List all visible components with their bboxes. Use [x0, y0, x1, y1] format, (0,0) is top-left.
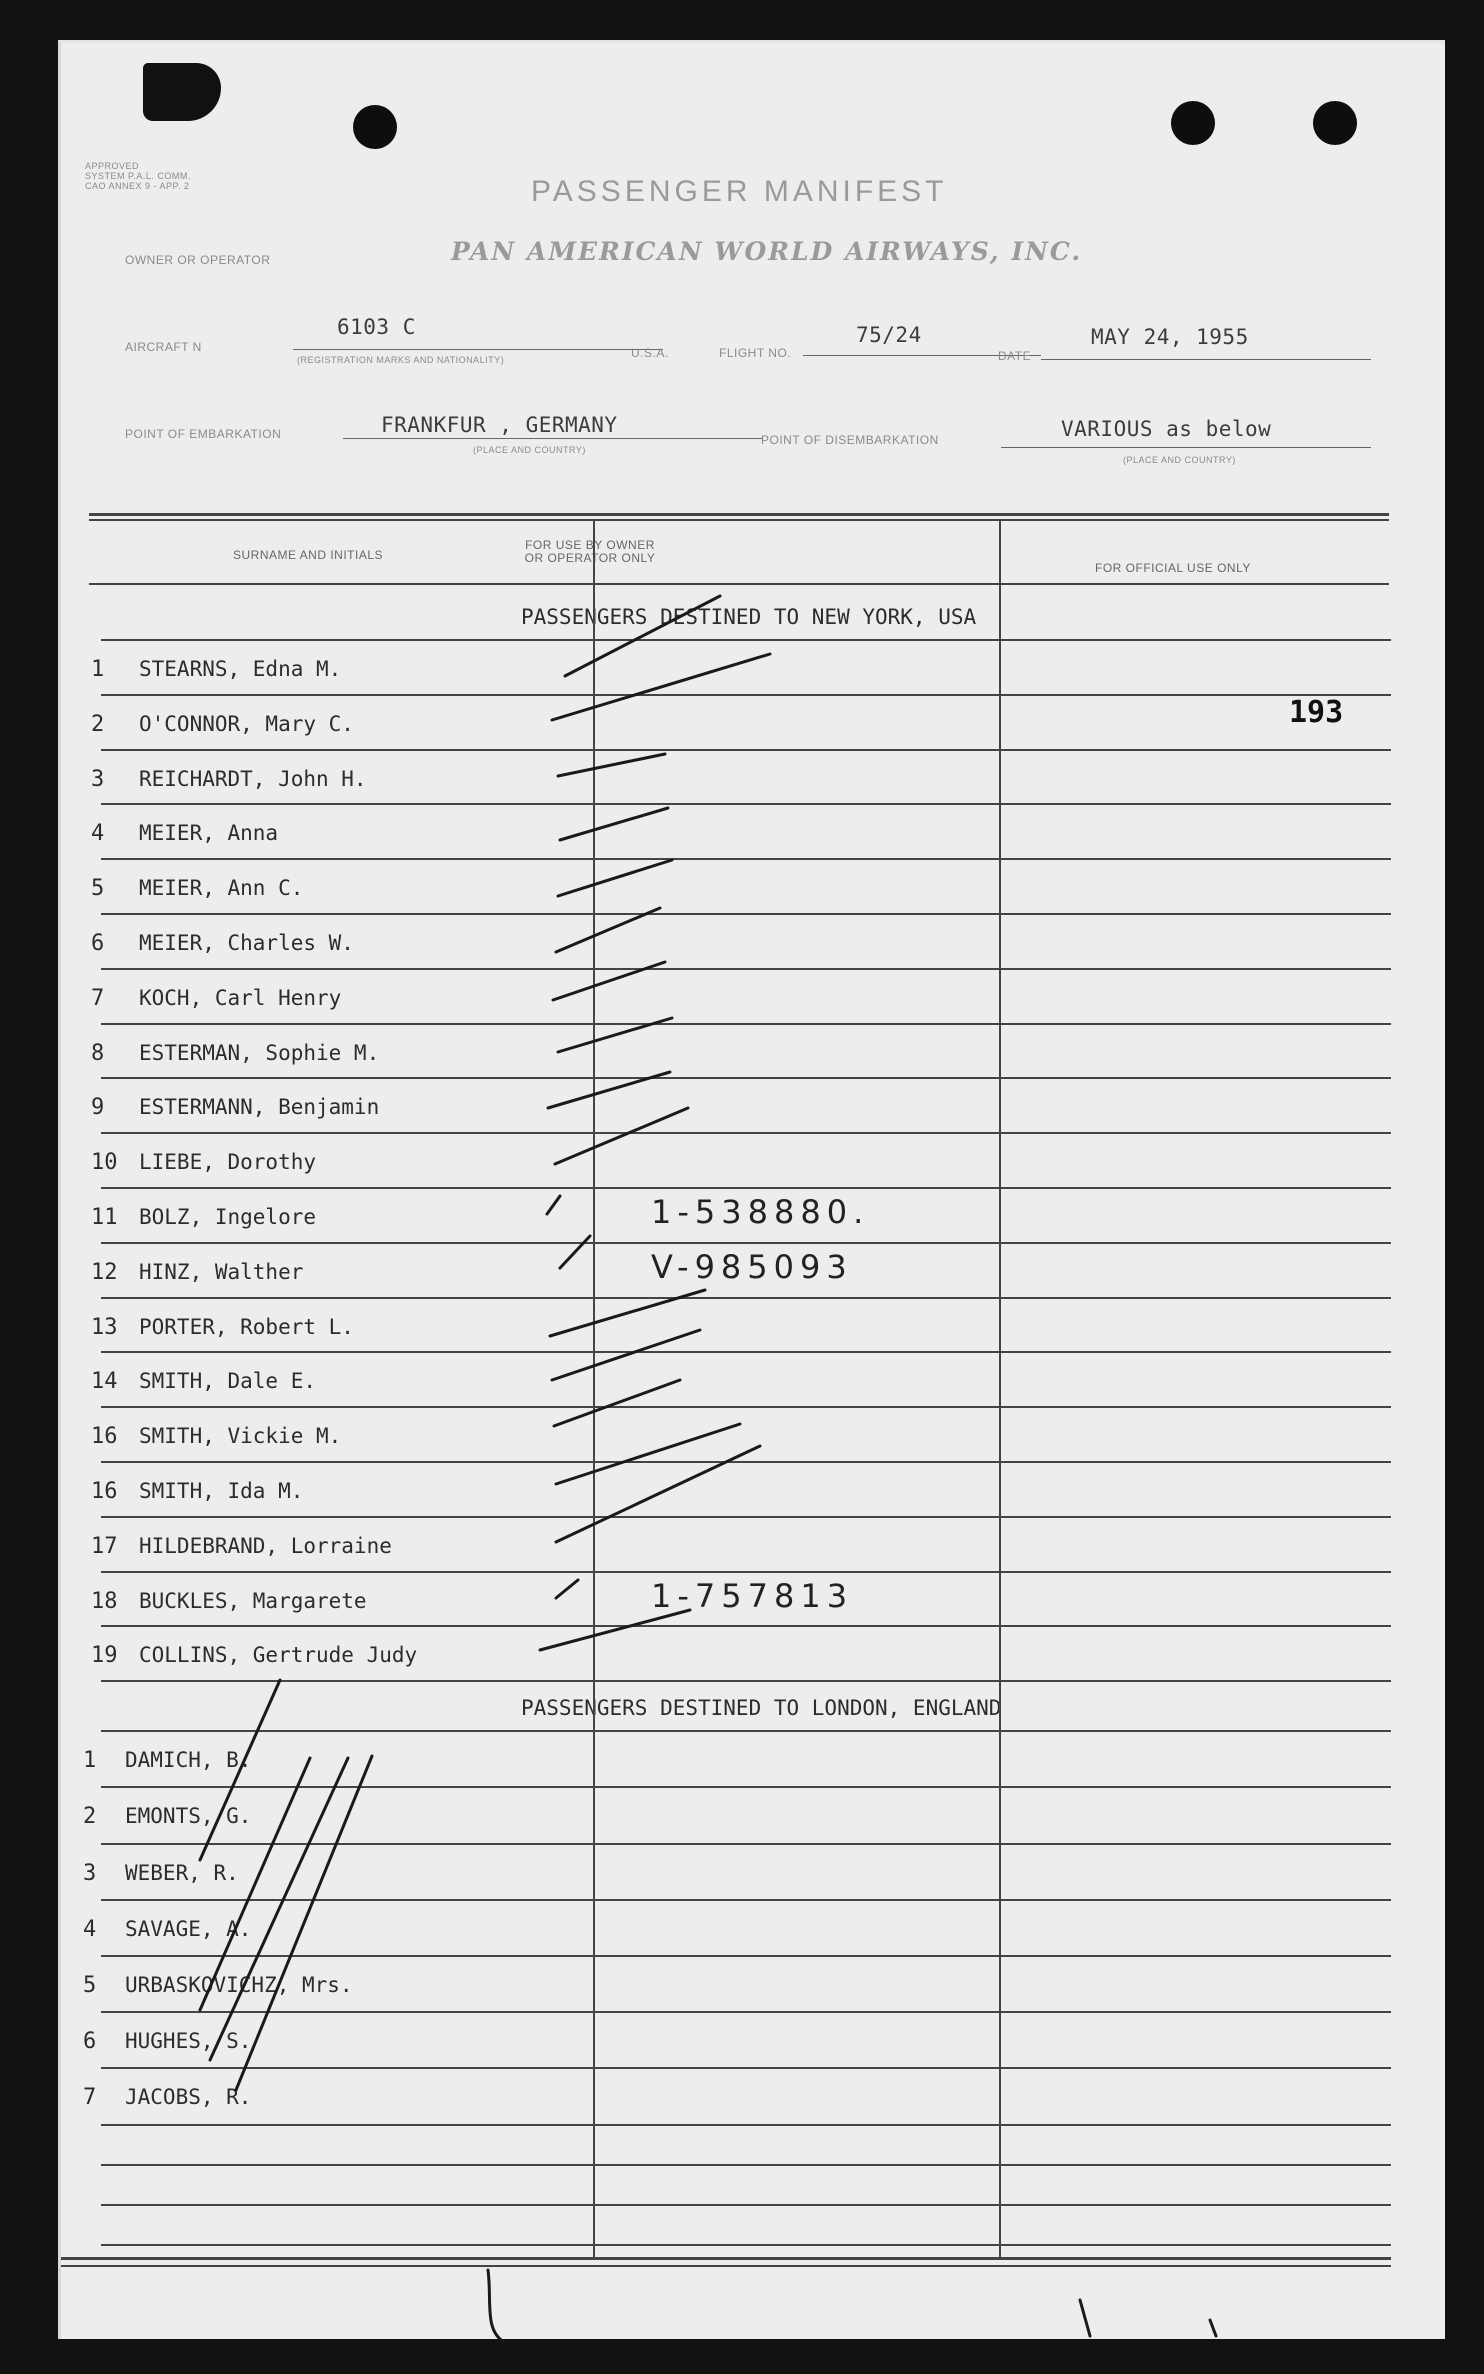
passenger-number: 7	[83, 2085, 97, 2110]
passenger-name: COLLINS, Gertrude Judy	[139, 1643, 418, 1667]
punch-hole	[353, 105, 397, 149]
flight-label: FLIGHT NO.	[719, 346, 792, 360]
passenger-number: 11	[91, 1205, 118, 1230]
flight-value: 75/24	[856, 323, 922, 347]
embarkation-caption: (PLACE AND COUNTRY)	[473, 445, 586, 455]
passenger-number: 17	[91, 1534, 118, 1559]
passenger-name: URBASKOVICHZ, Mrs.	[125, 1973, 353, 1997]
embarkation-label: POINT OF EMBARKATION	[125, 427, 282, 441]
passenger-name: ESTERMAN, Sophie M.	[139, 1041, 380, 1065]
passenger-number: 18	[91, 1589, 118, 1614]
passenger-number: 9	[91, 1095, 105, 1120]
embarkation-value: FRANKFUR , GERMANY	[381, 413, 618, 437]
passenger-number: 2	[91, 712, 105, 737]
disembarkation-value: VARIOUS as below	[1061, 417, 1272, 441]
owner-label: OWNER OR OPERATOR	[125, 253, 271, 267]
manifest-title: PASSENGER MANIFEST	[531, 175, 948, 208]
usa-label: U.S.A.	[631, 346, 669, 360]
manifest-page	[58, 40, 1445, 2339]
passenger-number: 19	[91, 1643, 118, 1668]
passenger-name: BOLZ, Ingelore	[139, 1205, 317, 1229]
passenger-name: LIEBE, Dorothy	[139, 1150, 317, 1174]
torn-corner	[143, 63, 221, 121]
passenger-number: 16	[91, 1479, 118, 1504]
passenger-name: KOCH, Carl Henry	[139, 986, 342, 1010]
date-value: MAY 24, 1955	[1091, 325, 1249, 349]
passenger-number: 1	[83, 1748, 97, 1773]
passenger-number: 7	[91, 986, 105, 1011]
passenger-name: MEIER, Charles W.	[139, 931, 354, 955]
passenger-name: MEIER, Anna	[139, 821, 279, 845]
approval-note: APPROVED SYSTEM P.A.L. COMM. CAO ANNEX 9 - APP. 2	[85, 161, 191, 191]
passenger-name: DAMICH, B.	[125, 1748, 252, 1772]
registration-caption: (REGISTRATION MARKS AND NATIONALITY)	[297, 355, 505, 365]
column-header-official-use: FOR OFFICIAL USE ONLY	[1095, 561, 1251, 575]
passenger-name: PORTER, Robert L.	[139, 1315, 354, 1339]
column-header-owner-use: FOR USE BY OWNER OR OPERATOR ONLY	[524, 538, 656, 565]
handwritten-note: 1-538880.	[651, 1193, 870, 1231]
passenger-number: 3	[91, 767, 105, 792]
punch-hole	[1171, 101, 1215, 145]
handwritten-note: V-985093	[651, 1248, 853, 1286]
column-header-surname: SURNAME AND INITIALS	[233, 548, 384, 562]
passenger-name: WEBER, R.	[125, 1861, 239, 1885]
passenger-name: EMONTS, G.	[125, 1804, 252, 1828]
official-use-number: 193	[1289, 695, 1344, 730]
airline-name: PAN AMERICAN WORLD AIRWAYS, INC.	[451, 237, 1083, 266]
passenger-name: ESTERMANN, Benjamin	[139, 1095, 380, 1119]
passenger-number: 13	[91, 1315, 118, 1340]
passenger-name: MEIER, Ann C.	[139, 876, 304, 900]
passenger-number: 12	[91, 1260, 118, 1285]
passenger-number: 5	[83, 1973, 97, 1998]
passenger-name: O'CONNOR, Mary C.	[139, 712, 354, 736]
passenger-number: 8	[91, 1041, 105, 1066]
passenger-name: SMITH, Dale E.	[139, 1369, 317, 1393]
passenger-number: 6	[83, 2029, 97, 2054]
passenger-name: REICHARDT, John H.	[139, 767, 367, 791]
section-heading: PASSENGERS DESTINED TO LONDON, ENGLAND	[521, 1696, 1002, 1720]
punch-hole	[1313, 101, 1357, 145]
passenger-name: STEARNS, Edna M.	[139, 657, 342, 681]
handwritten-note: 1-757813	[651, 1577, 854, 1615]
passenger-name: HUGHES, S.	[125, 2029, 252, 2053]
passenger-number: 6	[91, 931, 105, 956]
passenger-name: BUCKLES, Margarete	[139, 1589, 367, 1613]
passenger-name: HINZ, Walther	[139, 1260, 304, 1284]
passenger-number: 16	[91, 1424, 118, 1449]
passenger-name: HILDEBRAND, Lorraine	[139, 1534, 392, 1558]
passenger-name: SAVAGE, A.	[125, 1917, 252, 1941]
passenger-number: 10	[91, 1150, 118, 1175]
passenger-number: 1	[91, 657, 105, 682]
passenger-name: JACOBS, R.	[125, 2085, 252, 2109]
passenger-number: 4	[83, 1917, 97, 1942]
disembarkation-label: POINT OF DISEMBARKATION	[761, 433, 939, 447]
passenger-number: 14	[91, 1369, 118, 1394]
passenger-name: SMITH, Vickie M.	[139, 1424, 342, 1448]
aircraft-label: AIRCRAFT N	[125, 340, 202, 354]
aircraft-value: 6103 C	[337, 315, 416, 339]
passenger-number: 2	[83, 1804, 97, 1829]
passenger-number: 3	[83, 1861, 97, 1886]
date-label: DATE	[998, 349, 1032, 363]
passenger-number: 4	[91, 821, 105, 846]
passenger-name: SMITH, Ida M.	[139, 1479, 304, 1503]
disembarkation-caption: (PLACE AND COUNTRY)	[1123, 455, 1236, 465]
section-heading: PASSENGERS DESTINED TO NEW YORK, USA	[521, 605, 977, 629]
passenger-number: 5	[91, 876, 105, 901]
